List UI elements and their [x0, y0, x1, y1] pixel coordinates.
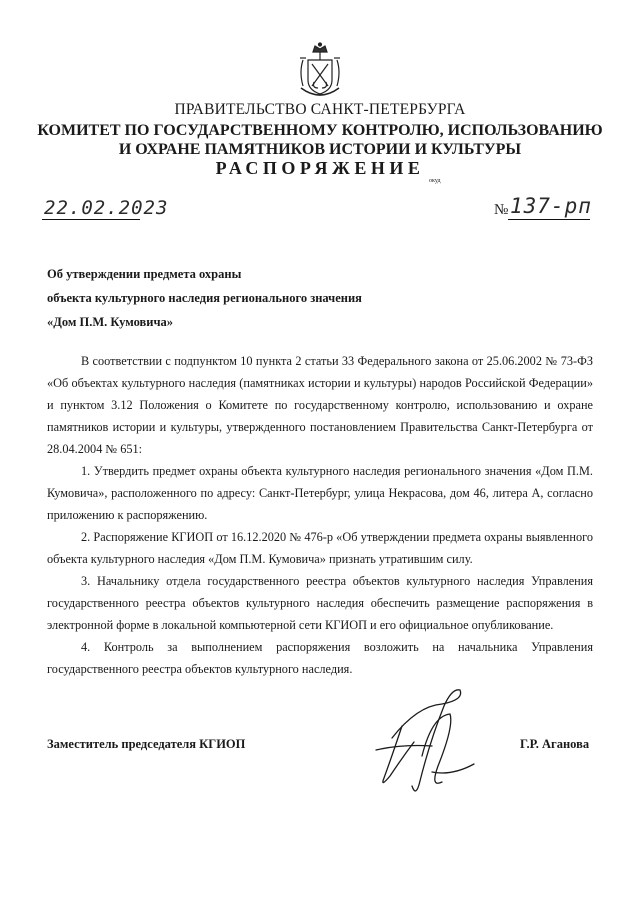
okud-label: окуд [429, 178, 441, 184]
item-1: 1. Утвердить предмет охраны объекта культурного наследия регионального значения «Дом П.М. Кумовича», расположенного по адресу: Санкт-Петербург, улица Некрасова, дом 46, литера А, согласно приложению к распоряжению. [47, 464, 593, 522]
number-underline [508, 219, 590, 220]
subject-line2: объекта культурного наследия регионального значения [47, 291, 362, 305]
document-type: РАСПОРЯЖЕНИЕ [215, 158, 425, 178]
document-subject [47, 262, 362, 334]
item-2: 2. Распоряжение КГИОП от 16.12.2020 № 476-р «Об утверждении предмета охраны выявленного объекта культурного наследия «Дом П.М. Кумовича» признать утратившим силу. [47, 530, 593, 566]
date-underline [42, 219, 140, 220]
subject-line3: «Дом П.М. Кумовича» [47, 315, 174, 329]
committee-title-line2: И ОХРАНЕ ПАМЯТНИКОВ ИСТОРИИ И КУЛЬТУРЫ [118, 141, 522, 158]
number-sign: № [494, 202, 509, 218]
signer-name: Г.Р. Аганова [520, 737, 590, 751]
item-4: 4. Контроль за выполнением распоряжения возложить на начальника Управления государственного реестра объектов культурного наследия. [47, 640, 593, 676]
committee-title-line1: КОМИТЕТ ПО ГОСУДАРСТВЕННОМУ КОНТРОЛЮ, ИСПОЛЬЗОВАНИЮ [37, 122, 603, 139]
subject-line1: Об утверждении предмета охраны [47, 267, 242, 281]
committee-title [0, 121, 640, 159]
handwritten-signature [372, 686, 482, 804]
government-title: ПРАВИТЕЛЬСТВО САНКТ-ПЕТЕРБУРГА [174, 101, 466, 118]
document-number: 137-рп [510, 194, 592, 218]
signer-position: Заместитель председателя КГИОП [47, 737, 246, 751]
preamble-paragraph: В соответствии с подпунктом 10 пункта 2 статьи 33 Федерального закона от 25.06.2002 № 73-ФЗ «Об объектах культурного наследия (памятниках истории и культуры) народов Российской Федерации» и пунктом 3.12 Положения о Комитете по государственному контролю, использованию и охране памятников истории и культуры, утвержденного постановлением Правительства Санкт-Петербурга от 28.04.2004 № 651: [47, 354, 593, 456]
document-body [47, 350, 593, 680]
coat-of-arms-icon [295, 42, 345, 100]
document-date: 22.02.2023 [44, 197, 169, 219]
item-3: 3. Начальнику отдела государственного реестра объектов культурного наследия Управления государственного реестра объектов культурного наследия обеспечить размещение распоряжения в электронной форме в локальной компьютерной сети КГИОП и его официальное опубликование. [47, 574, 593, 632]
